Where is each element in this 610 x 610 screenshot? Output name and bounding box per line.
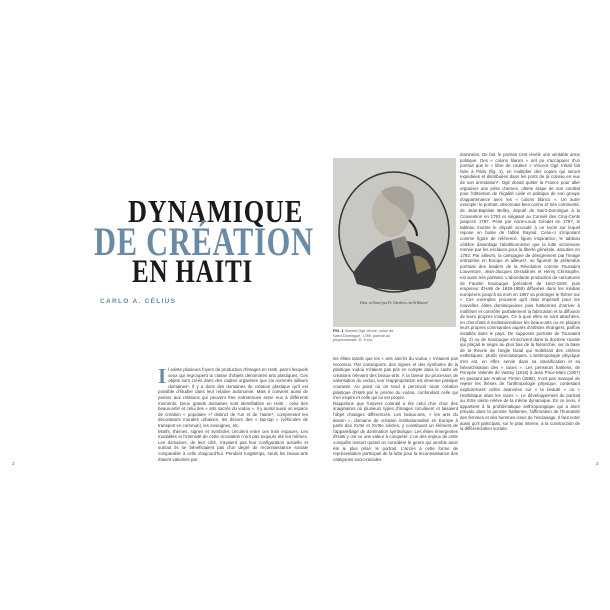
portrait-engraving — [333, 158, 456, 327]
paragraph: les élites tandis que les « arts sacrés du vodou » n'étaient pas reconnus. Par conséquent, des signes et des symboles de la plastique vodou n'étaient pas pris en compte dans le cadre de créations relevant des beaux-arts. À la faveur du processus de valorisation du vodou, leur réappropriation est devenue pratique courante. Au point où on tend à percevoir toute création plastique d'Haïti par le prisme du vodou, confondant celle qui s'en inspire et celle qui lui est propre. — [333, 356, 458, 401]
page-number-left: 2 — [12, 461, 15, 466]
paragraph: l existe plusieurs foyers de production d'images en Haïti, parmi lesquels ceux qui regroupent la classe d'objets dénommés arts plastiques. Ces objets sont créés dans des cadres organisés que j'ai nommés ailleurs domaines¹. Il y a donc des domaines de création plastique qu'il est possible d'étudier dans leur relative autonomie. Mais il convient aussi de penser aux relations qui peuvent être entretenues entre eux à différents moments. Deux grands domaines sont identifiables en Haïti : celui des beaux-arts² et celui des « arts sacrés du vodou ». Il y aurait aussi un espace de création « populaire »³ distinct de l'un et de l'autre⁴, comprenant les décorations murales urbaines, les décors des « tap-tap » (véhicules de transport en commun), les enseignes, etc. — [158, 367, 308, 428]
paragraph: Rappelons que l'univers colonial a été celui d'un choc des imaginaires où plusieurs types d'images circulaient et faisaient l'objet d'usages différenciés. Les beaux-arts, « les arts du dessin », domaine de création institutionnalisé en Europe à partir des XVIIe et XVIIIe siècles, y constituent un élément de l'appareillage de domination symbolique. Les élites émergentes d'Haïti y ont vu une valeur à conquérir. L'un des enjeux de cette conquête ressort quand on considère le genre qui semble avoir été le plus prisé: le portrait. L'accès à cette forme de représentation participait de la lutte pour la reconnaissance des catégories socio-raciales — [333, 400, 458, 462]
text-column-1 — [158, 367, 308, 473]
figure-caption-text: Vincent Ogé Jeune, colon de Saint-Domingue, 1789, portrait au physionotrace. D. 9 cm. — [333, 329, 394, 343]
paragraph: dominées. De fait, le portrait s'est révélé une véritable arme politique. Des « colons blancs » ont pu s'accaparer d'un portrait que le « libre de couleur » Vincent Ogé s'était fait faire à Paris (fig. 1), en multiplier des copies qui seront expédiées et distribuées dans les ports de la colonie en vue de son arrestation⁵. Ogé devait quitter la France pour aller organiser une prise d'armes, ultime étape de son combat pour l'obtention de l'égalité civile et politique de son groupe d'appartenance avec les « colons blancs ». Un autre exemple: le portrait, désormais bien connu et très commenté, de Jean-Baptiste Belley, député de Saint-Domingue à la Convention en 1793 et siégeant au Conseil des Cinq-Cents jusqu'en 1797. Peint par Anne-Louis Girodet en 1797, le tableau montre le député accoudé à un socle sur lequel repose un buste de l'abbé Raynal. Celui-ci s'imposant comme figure de référence, figure inspiratrice, le tableau célèbre davantage l'abolitionnisme que la lutte victorieuse menée par les esclaves pour la liberté générale, abouties en 1793. Par ailleurs, la campagne de dénigrement par l'image entreprise en Europe et ailleurs⁶, où figurent de prétendus portraits des leaders de la Révolution comme Toussaint Louverture, Jean-Jacques Dessalines et Henry Christophe, est aussi très parlante. L'abondante production de caricatures de Faustin Soulouque (président de 1847-1849, puis empereur d'Haïti de 1849-1859) diffusées dans les médias européens jusqu'à sa mort en 1867 va prolonger le thème sur « Ces exemples prouvent qu'il était impératif pour les nouvelles élites dominiquoises puis haïtiennes d'arriver à maîtriser et contrôler parfaitement la fabrication et la diffusion de leurs propres images. Ce à quoi elles se sont attachées, en cherchant à institutionnaliser les beaux-arts ou en plaçant leurs propres commandes auprès d'artistes étrangers, parfois installés dans le pays. De supposés portraits de Toussaint (fig. 2) ou de Soulouque s'inscrivent dans la doctrine raciale qui plaçait le nègre au plus bas de la hiérarchie, sur la base de la théorie de l'angle facial qui mobilisait des critères esthétiques, plutôt néoclassiques. L'anthropologie physique s'en est, en effet, servie dans sa classification et sa hiérarchisation des « races ». Les penseurs haïtiens, de Pompée Valentin de Vastey (1816) à Jean Price-Mars (1907) en passant par Anténor Firmin (1885), n'ont pas manqué de rejeter les thèses de l'anthropologie physique, contestant explicitement celles avancées sur « la beauté » ou « l'esthétique dans les races ». Le développement du portrait au XIXe siècle relève de la même dynamique. En ce sens, il appartient à la problématique anthropologique qui a alors prévalu dans la pensée haïtienne, l'affirmation de l'humanité des femmes et des hommes issus de l'esclavage. Il faut noter aussi qu'il participait, sur le plan interne, à la construction de la différenciation sociale. — [460, 152, 580, 432]
paragraph: Motifs, thèmes, signes et symboles circulent entre ces trois espaces. Les modalités et l'intensité de cette circulation n'ont pas toujours été les mêmes. Les domaines, de leur côté, n'avaient pas leur configuration actuelle et surtout ils ne bénéficiaient pas d'un degré de reconnaissance sociale comparable à celle d'aujourd'hui. Pendant longtemps, seuls les beaux-arts étaient valorisés par — [158, 428, 308, 462]
engraving-inscription: Dess. et Gravé par Fr. Chrétien, rue St Honoré — [360, 301, 428, 305]
right-page — [305, 0, 610, 610]
drop-cap: I — [158, 367, 167, 388]
figure-caption — [333, 329, 403, 343]
text-column-2 — [333, 356, 458, 473]
page-number-right: 3 — [596, 461, 599, 466]
text-column-3 — [460, 152, 580, 474]
portrait-image — [333, 158, 456, 327]
title-line-2: DE CRÉATION — [94, 219, 314, 264]
title-line-1: DYNAMIQUE — [128, 193, 304, 229]
figure-label: FIG. 1 — [333, 329, 344, 333]
author-name: CARLO A. CÉLIUS — [100, 298, 177, 305]
title-line-3: EN HAITI — [132, 254, 254, 290]
